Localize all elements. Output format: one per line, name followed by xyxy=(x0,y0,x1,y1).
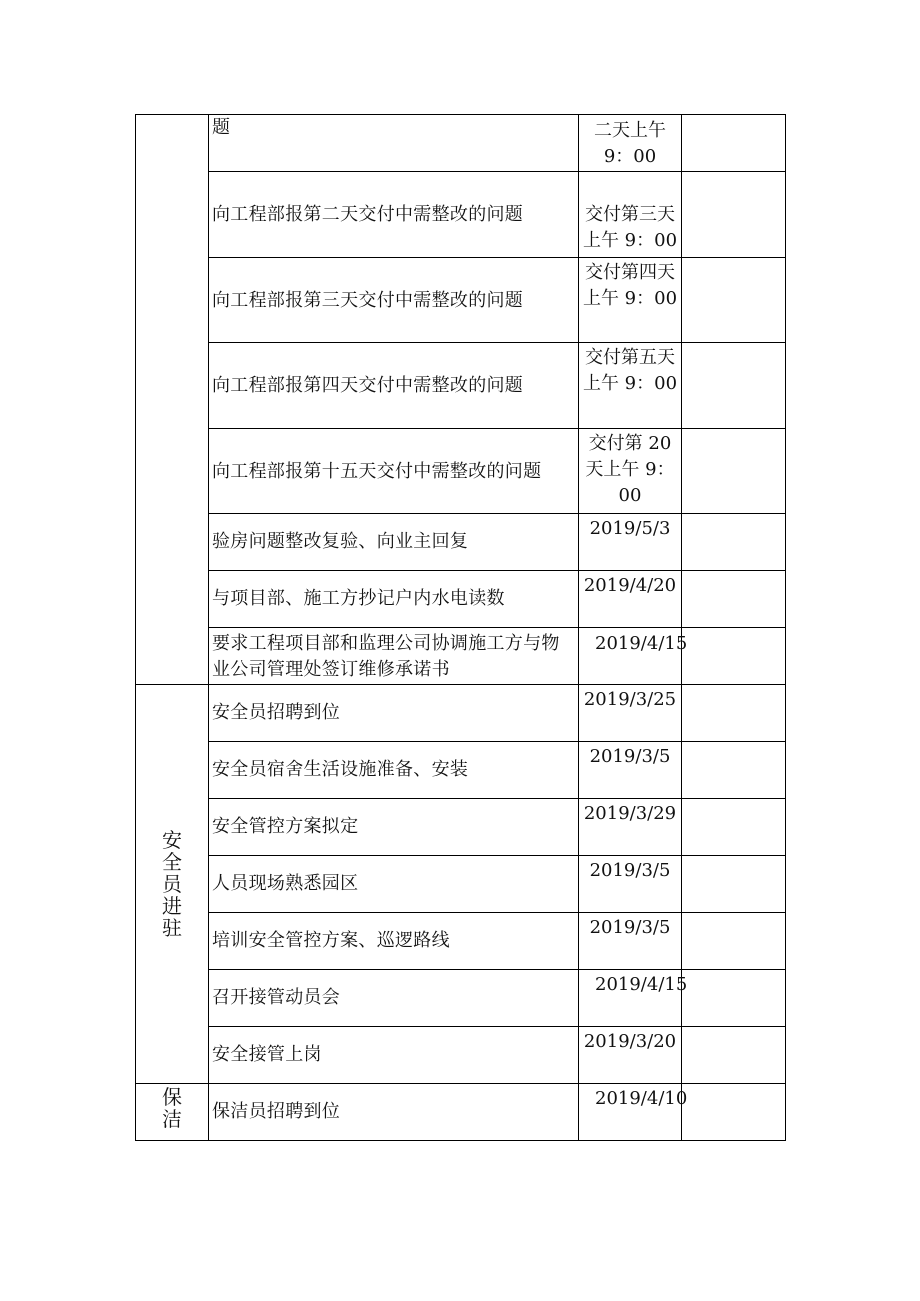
task-cell: 保洁员招聘到位 xyxy=(209,1084,579,1141)
category-cell: 保洁 xyxy=(136,1084,209,1141)
table-row xyxy=(136,970,786,1027)
note-cell xyxy=(682,799,786,856)
note-cell xyxy=(682,571,786,628)
task-cell: 安全接管上岗 xyxy=(209,1027,579,1084)
date-cell: 2019/3/5 xyxy=(579,913,682,970)
category-cell: 安全员进驻 xyxy=(136,685,209,1084)
note-cell xyxy=(682,742,786,799)
date-cell: 2019/4/15 xyxy=(579,628,682,685)
date-cell: 交付第三天上午 9：00 xyxy=(579,172,682,258)
note-cell xyxy=(682,628,786,685)
table-row xyxy=(136,258,786,343)
note-cell xyxy=(682,514,786,571)
table-row xyxy=(136,628,786,685)
table-row xyxy=(136,856,786,913)
task-cell: 安全员招聘到位 xyxy=(209,685,579,742)
task-cell: 召开接管动员会 xyxy=(209,970,579,1027)
table-row xyxy=(136,742,786,799)
date-cell: 2019/4/10 xyxy=(579,1084,682,1141)
schedule-table xyxy=(135,114,786,1141)
date-cell: 2019/5/3 xyxy=(579,514,682,571)
date-cell: 2019/3/20 xyxy=(579,1027,682,1084)
task-cell: 与项目部、施工方抄记户内水电读数 xyxy=(209,571,579,628)
table-row xyxy=(136,343,786,429)
task-cell: 向工程部报第三天交付中需整改的问题 xyxy=(209,258,579,343)
date-cell: 交付第四天上午 9：00 xyxy=(579,258,682,343)
note-cell xyxy=(682,1027,786,1084)
task-cell: 向工程部报第四天交付中需整改的问题 xyxy=(209,343,579,429)
date-cell: 二天上午 9：00 xyxy=(579,115,682,172)
note-cell xyxy=(682,685,786,742)
task-cell: 培训安全管控方案、巡逻路线 xyxy=(209,913,579,970)
table-row xyxy=(136,429,786,514)
table-row xyxy=(136,1027,786,1084)
task-cell: 题 xyxy=(209,115,579,172)
note-cell xyxy=(682,343,786,429)
date-cell: 2019/3/5 xyxy=(579,742,682,799)
task-cell: 向工程部报第二天交付中需整改的问题 xyxy=(209,172,579,258)
table-row xyxy=(136,799,786,856)
table-row xyxy=(136,913,786,970)
task-cell: 安全管控方案拟定 xyxy=(209,799,579,856)
task-cell: 验房问题整改复验、向业主回复 xyxy=(209,514,579,571)
table-row xyxy=(136,172,786,258)
note-cell xyxy=(682,913,786,970)
date-cell: 2019/3/29 xyxy=(579,799,682,856)
table-row xyxy=(136,1084,786,1141)
note-cell xyxy=(682,258,786,343)
date-cell: 2019/3/5 xyxy=(579,856,682,913)
date-cell: 交付第 20 天上午 9：00 xyxy=(579,429,682,514)
note-cell xyxy=(682,970,786,1027)
task-cell: 安全员宿舍生活设施准备、安装 xyxy=(209,742,579,799)
table-row xyxy=(136,514,786,571)
note-cell xyxy=(682,1084,786,1141)
date-cell: 交付第五天上午 9：00 xyxy=(579,343,682,429)
table-row xyxy=(136,115,786,172)
note-cell xyxy=(682,115,786,172)
note-cell xyxy=(682,172,786,258)
date-cell: 2019/4/20 xyxy=(579,571,682,628)
task-cell: 向工程部报第十五天交付中需整改的问题 xyxy=(209,429,579,514)
category-cell xyxy=(136,115,209,685)
task-cell: 要求工程项目部和监理公司协调施工方与物业公司管理处签订维修承诺书 xyxy=(209,628,579,685)
date-cell: 2019/4/15 xyxy=(579,970,682,1027)
date-cell: 2019/3/25 xyxy=(579,685,682,742)
table-row xyxy=(136,685,786,742)
note-cell xyxy=(682,856,786,913)
table-row xyxy=(136,571,786,628)
note-cell xyxy=(682,429,786,514)
task-cell: 人员现场熟悉园区 xyxy=(209,856,579,913)
